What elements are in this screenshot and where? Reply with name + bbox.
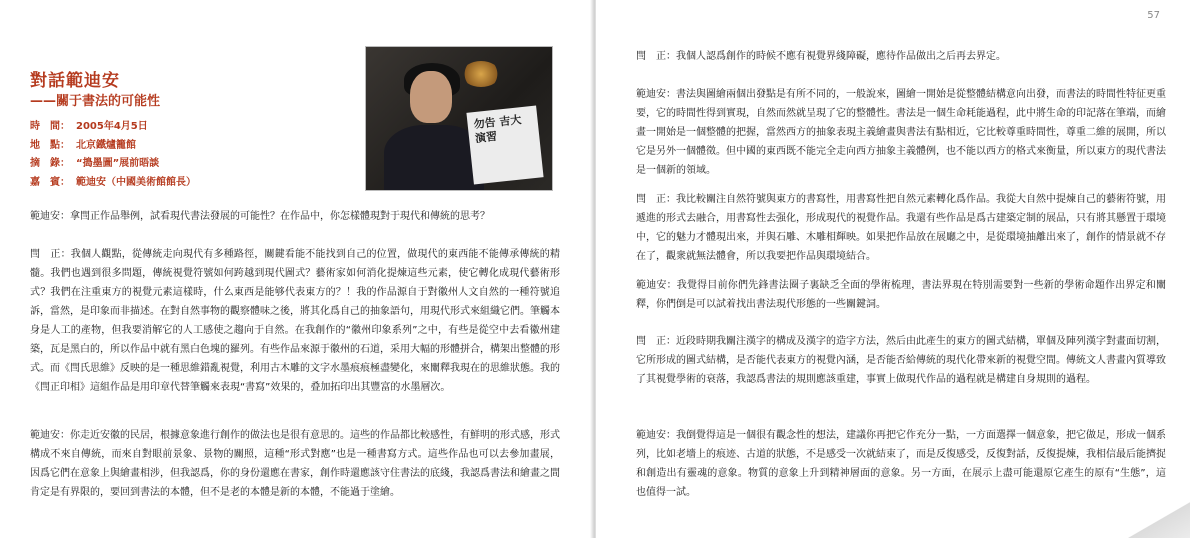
portrait-photo <box>365 46 553 191</box>
meta-place <box>30 137 196 156</box>
meta-value: “搗墨圖”展前晤談 <box>76 158 160 169</box>
left-page <box>0 0 592 538</box>
page-curl <box>1120 498 1190 538</box>
page-number: 57 <box>1147 10 1160 21</box>
paragraph: 範迪安：書法與圖繪兩個出發點是有所不同的，一般說來，圖繪一開始是從整體結構意向出發，而書法的時間性特征更重要，它的時間性得到實現，自然而然就呈現了它的整體性。書法是一個生命耗能過程，此中將生命的印記落在筆端，而繪畫一開始是一個整體的把握，當然西方的抽象表現主義繪畫與書法有點相近，它比較尊重時間性，尊重二維的展開，所以它是另外一個體徵。但中國的東西既不能完全走向西方抽象主義體例，也不能以西方的格式來衡量，所以東方的現代書法是一個新的領域。 <box>636 89 1166 176</box>
paragraph: 閆 正：近段時期我關注漢字的構成及漢字的造字方法，然后由此產生的東方的圖式結構，單個及陣列漢字對畫面切割，它所形成的圖式結構，是否能代表東方的視覺內涵，是否能否給傳統的現代化帶來新的視覺空間。傳統文人書畫內質導致了其視覺學術的衰落，我認爲書法的規則應該重建，事實上做現代作品的過程就是構建自身規則的過程。 <box>636 336 1166 385</box>
meta-label: 摘 錄： <box>30 158 70 169</box>
photo-face <box>410 71 452 123</box>
paragraph: 閆 正：我個人認爲創作的時候不應有視覺界綫障礙，應待作品做出之后再去界定。 <box>636 51 1006 62</box>
paragraph: 範迪安：我覺得目前你們先鋒書法圈子裏缺乏全面的學術梳理，書法界現在特別需要對一些新的學術命題作出界定和闡釋，你們倒是可以試着找出書法現代形態的一些關鍵詞。 <box>636 280 1166 310</box>
meta-label: 嘉 賓： <box>30 176 70 188</box>
meta-value: 北京鐵爐籠館 <box>76 139 136 151</box>
meta-guest <box>30 174 196 193</box>
article-subtitle: ——關于書法的可能性 <box>30 94 161 109</box>
paragraph: 閆 正：我比較關注自然符號與東方的書寫性，用書寫性把自然元素轉化爲作品。我從大自然中提煉自己的藝術符號，用遞進的形式去融合，用書寫性去强化，形成現代的視覺作品。我還有些作品是爲古建築定制的展品，只有將其懸置于環境中，它的魅力才體現出來，并與石雕、木雕相輝映。如果把作品放在展廳之中，是從環境抽離出來了，創作的情景就不存在了，觀衆就無法體會，所以我要把作品與環境結合。 <box>636 194 1166 262</box>
photo-newspaper <box>466 106 543 185</box>
meta-label: 時 間： <box>30 121 70 132</box>
paragraph: 範迪安：我倒覺得這是一個很有觀念性的想法，建議你再把它作充分一點，一方面選擇一個意象，把它做足，形成一個系列，比如老墻上的痕迹、古道的狀態，不是感受一次就結束了，而是反復感受，反復對話，反復提煉，我相信最后能擠捉和創造出有靈魂的意象。物質的意象上升到精神層面的意象。另一方面，在展示上盡可能還原它產生的原有“生態”，這也值得一試。 <box>636 430 1166 498</box>
paragraph: 閆 正：我個人觀點，從傳統走向現代有多種路徑，關鍵看能不能找到自己的位置，做現代的東西能不能傳承傳統的精髓。我們也遇到很多問題，傳統視覺符號如何跨越到現代圖式？藝術家如何消化提煉這些元素，使它轉化成現代藝術形式？我們在注重東方的視覺元素這樣時，什么東西是能够代表東方的？！我的作品源自于對徽州人文自然的一種符號追訴，當然，是印象而非描述。在對自然事物的觀察體味之後，將其化爲自己的抽象語句，用現代形式來組織它們。筆觸本身是人工的產物，但我要消解它的人工感使之趨向于自然。在我創作的“徽州印象系列”之中，有些是從空中去看徽州建築，瓦是黑白的，所以作品中就有黑白色塊的羅列。有些作品來源于徽州的石道，采用大幅的形體拼合，構架出整體的形式。而《閆氏思維》反映的是一種思維錯亂視覺，利用古木雕的文字水墨痕痕極盡變化，來闡釋我現在的思維狀態。我的《閆正印相》這組作品是用印章代替筆觸來表現“書寫”效果的，叠加拓印出其豐富的水墨層次。 <box>30 249 560 393</box>
newspaper-text: 勿告 吉大 演習 <box>473 113 522 146</box>
photo-lamp <box>462 61 500 87</box>
meta-value: 範迪安（中國美術館館長） <box>76 176 196 188</box>
paragraph: 範迪安：你走近安徽的民居，根據意象進行創作的做法也是很有意思的。這些的作品都比較感性，有鮮明的形式感，形式構成不來自傳統，而來自對眼前景象、景物的關照，這種“形式對應”也是一種書寫方式。這些作品也可以去參加畫展，因爲它們在意象上與繪畫相涉，但我認爲，你的身份還應在書家，創作時還應該守住書法的底綫，我認爲書法和繪畫之間肯定是有界限的，要回到書法的本體，但不是老的本體是新的本體，不能過于塗繪。 <box>30 430 560 498</box>
meta-label: 地 點： <box>30 139 70 151</box>
interview-meta <box>30 118 196 192</box>
meta-time <box>30 118 196 137</box>
article-title: 對話範迪安 <box>30 71 120 91</box>
meta-excerpt <box>30 155 196 174</box>
meta-value: 2005年4月5日 <box>76 121 148 132</box>
paragraph: 範迪安：拿閆正作品舉例，試看現代書法發展的可能性？在作品中，你怎樣體現對于現代和傳統的思考？ <box>30 211 490 222</box>
right-page <box>596 0 1190 538</box>
